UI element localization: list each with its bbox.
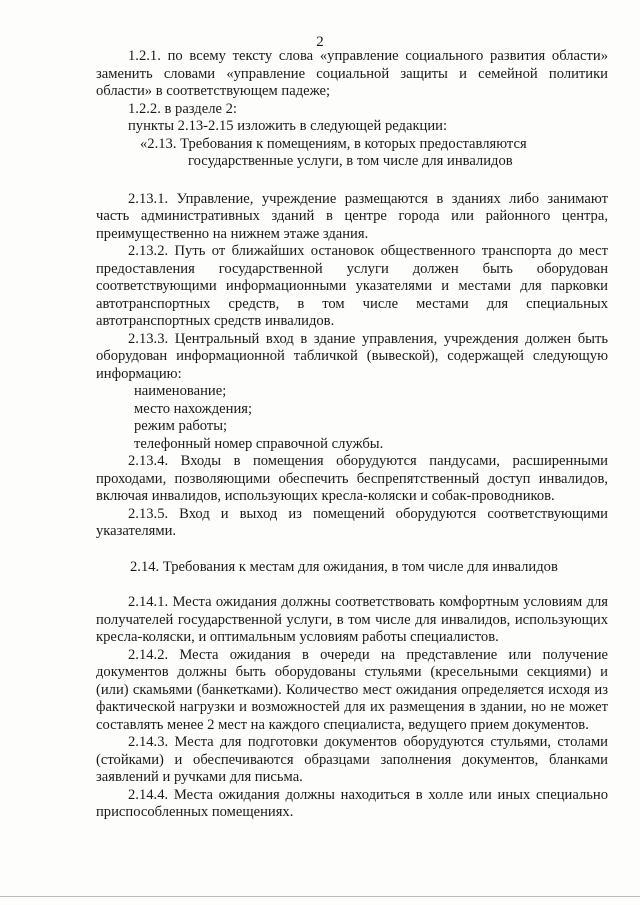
paragraph-p7: 2.13.2. Путь от ближайших остановок общественного транспорта до мест предоставления государственной услуги должен быть оборудован соответствующими информационными указателями и местами для парковки автотранспортных средств, в том числе местами для специальных автотранспортных средств инвалидов. xyxy=(96,243,608,329)
paragraph-p12: телефонный номер справочной службы. xyxy=(134,435,384,452)
paragraph-p9: наименование; xyxy=(134,383,227,399)
paragraph-p8: 2.13.3. Центральный вход в здание управления, учреждения должен быть оборудован информационной табличкой (вывеской), содержащей следующую информацию: xyxy=(96,330,608,382)
paragraph-p17: 2.14.2. Места ожидания в очереди на представление или получение документов должны быть оборудованы стульями (кресельными секциями) и (или) скамьями (банкетками). Количество мест ожидания определяется исходя из фактической нагрузки и возможностей для их размещения в здании, но не может составлять менее 2 мест на каждого специалиста, ведущего прием документов. xyxy=(96,646,608,733)
paragraph-p10: место нахождения; xyxy=(134,400,253,417)
paragraph-p6: 2.13.1. Управление, учреждение размещаются в зданиях либо занимают часть административных зданий в центре города или районного центра, преимущественно на нижнем этаже здания. xyxy=(96,190,608,242)
scan-edge-line xyxy=(0,896,640,897)
paragraph-p14: 2.13.5. Вход и выход из помещений оборудуются соответствующими указателями. xyxy=(96,505,608,539)
paragraph-p4: «2.13. Требования к помещениям, в которых предоставляются xyxy=(140,135,527,152)
document-body xyxy=(96,48,608,822)
spacer xyxy=(96,541,608,559)
paragraph-p5: государственные услуги, в том числе для инвалидов xyxy=(188,153,513,169)
paragraph-p2: 1.2.2. в разделе 2: xyxy=(128,100,237,117)
paragraph-p1: 1.2.1. по всему тексту слова «управление социального развития области» заменить словами «управление социальной защиты и семейной политики области» в соответствующем падеже; xyxy=(96,48,608,99)
paragraph-p11: режим работы; xyxy=(134,418,228,434)
paragraph-p18: 2.14.3. Места для подготовки документов оборудуются стульями, столами (стойками) и обеспечиваются образцами заполнения документов, бланками заявлений и ручками для письма. xyxy=(96,734,608,785)
spacer xyxy=(96,576,608,594)
paragraph-p13: 2.13.4. Входы в помещения оборудуются пандусами, расширенными проходами, позволяющими обеспечить беспрепятственный доступ инвалидов, включая инвалидов, использующих кресла-коляски и собак-проводников. xyxy=(96,453,608,504)
page-number: 2 xyxy=(316,34,324,50)
spacer xyxy=(96,171,608,191)
paragraph-p19: 2.14.4. Места ожидания должны находиться в холле или иных специально приспособленных помещениях. xyxy=(96,786,608,820)
paragraph-p3: пункты 2.13-2.15 изложить в следующей редакции: xyxy=(128,118,448,134)
paragraph-p16: 2.14.1. Места ожидания должны соответствовать комфортным условиям для получателей государственной услуги, в том числе для инвалидов, использующих кресла-коляски, и оптимальным условиям работы специалистов. xyxy=(96,594,608,645)
paragraph-p15: 2.14. Требования к местам для ожидания, в том числе для инвалидов xyxy=(130,558,558,575)
